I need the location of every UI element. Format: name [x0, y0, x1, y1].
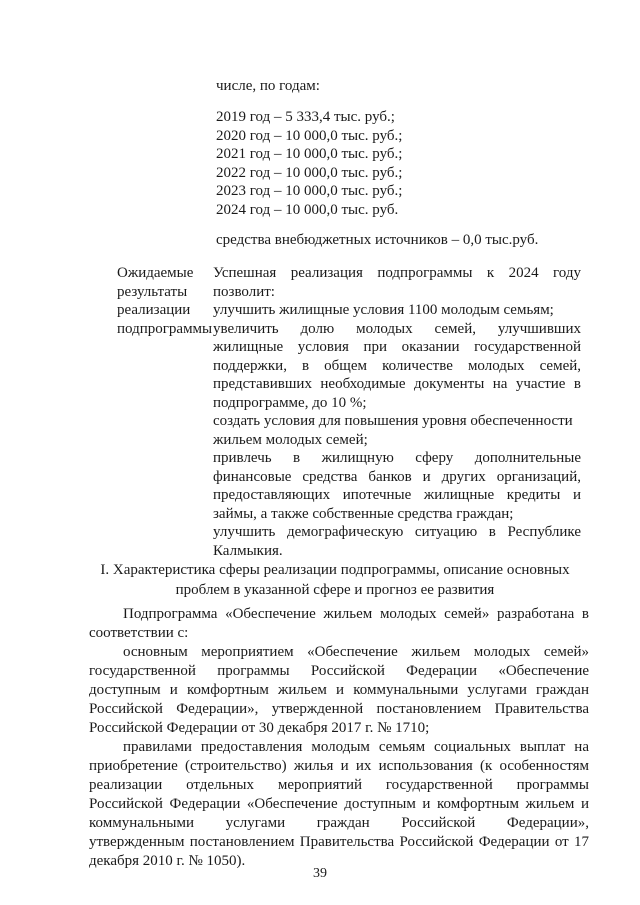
body-line: приобретение (строительство) жилья и их использования (к особенностям: [89, 758, 589, 774]
body-line: декабря 2010 г. № 1050).: [89, 853, 246, 869]
section-heading-line: проблем в указанной сфере и прогноз ее развития: [175, 582, 495, 598]
expected-results-text: [213, 264, 581, 560]
label-line: реализации: [117, 302, 191, 318]
label-line: Ожидаемые: [117, 265, 194, 281]
label-line: подпрограммы: [117, 320, 213, 337]
funding-year-item: 2021 год – 10 000,0 тыс. руб.;: [216, 146, 403, 162]
expected-line: увеличить долю молодых семей, улучшивших: [213, 320, 581, 337]
funding-year-item: 2022 год – 10 000,0 тыс. руб.;: [216, 164, 403, 181]
expected-line: Успешная реализация подпрограммы к 2024 году: [213, 265, 581, 281]
expected-line: подпрограмме, до 10 %;: [213, 394, 367, 411]
intro-tail-text: числе, по годам:: [216, 78, 320, 94]
expected-line: привлечь в жилищную сферу дополнительные: [213, 450, 581, 466]
body-line: государственной программы Российской Федерации «Обеспечение: [89, 663, 589, 679]
expected-line: финансовые средства банков и других организаций,: [213, 468, 581, 485]
funding-year-item: 2024 год – 10 000,0 тыс. руб.: [216, 201, 399, 218]
funding-year-item: 2020 год – 10 000,0 тыс. руб.;: [216, 127, 403, 144]
section-heading: [80, 560, 590, 600]
expected-line: представивших необходимые документы на участие в: [213, 376, 581, 392]
expected-line: займы, а также собственные средства граждан;: [213, 505, 514, 522]
label-line: результаты: [117, 283, 188, 300]
funding-by-year-list: [216, 108, 402, 219]
expected-line: улучшить демографическую ситуацию в Республике: [213, 524, 581, 540]
body-line: Подпрограмма «Обеспечение жильем молодых семей» разработана в: [123, 606, 589, 622]
funding-year-item: 2019 год – 5 333,4 тыс. руб.;: [216, 109, 395, 125]
expected-line: создать условия для повышения уровня обеспеченности: [213, 413, 573, 429]
page-number: 39: [313, 866, 327, 881]
body-line: утвержденным постановлением Правительства Российской Федерации от 17: [89, 834, 589, 850]
expected-line: жилищные условия при оказании государственной: [213, 339, 581, 355]
body-line: коммунальными услугами граждан Российской Федерации»,: [89, 815, 589, 831]
body-line: правилами предоставления молодым семьям социальных выплат на: [123, 739, 589, 755]
body-line: Российской Федерации», утвержденной постановлением Правительства: [89, 701, 589, 717]
expected-line: жильем молодых семей;: [213, 431, 368, 448]
body-line: доступным и комфортным жильем и коммунальными услугами граждан: [89, 682, 589, 698]
extrabudget-text: средства внебюджетных источников – 0,0 тыс.руб.: [216, 232, 539, 248]
body-line: реализации отдельных мероприятий государственной программы: [89, 777, 589, 793]
section-heading-line: I. Характеристика сферы реализации подпрограммы, описание основных: [100, 562, 570, 578]
body-line: соответствии с:: [89, 625, 189, 641]
body-line: Российской Федерации от 30 декабря 2017 г. № 1710;: [89, 720, 430, 736]
expected-line: улучшить жилищные условия 1100 молодым семьям;: [213, 302, 554, 318]
expected-line: предоставляющих ипотечные жилищные кредиты и: [213, 487, 581, 503]
section-body: [89, 605, 589, 871]
expected-line: позволит:: [213, 283, 275, 300]
expected-line: Калмыкия.: [213, 542, 283, 559]
funding-year-item: 2023 год – 10 000,0 тыс. руб.;: [216, 183, 403, 199]
body-line: основным мероприятием «Обеспечение жильем молодых семей»: [123, 644, 589, 660]
expected-line: поддержки, в общем количестве молодых семей,: [213, 357, 581, 374]
body-line: Российской Федерации «Обеспечение доступным и комфортным жильем и: [89, 796, 589, 812]
expected-results-label: [117, 264, 212, 338]
